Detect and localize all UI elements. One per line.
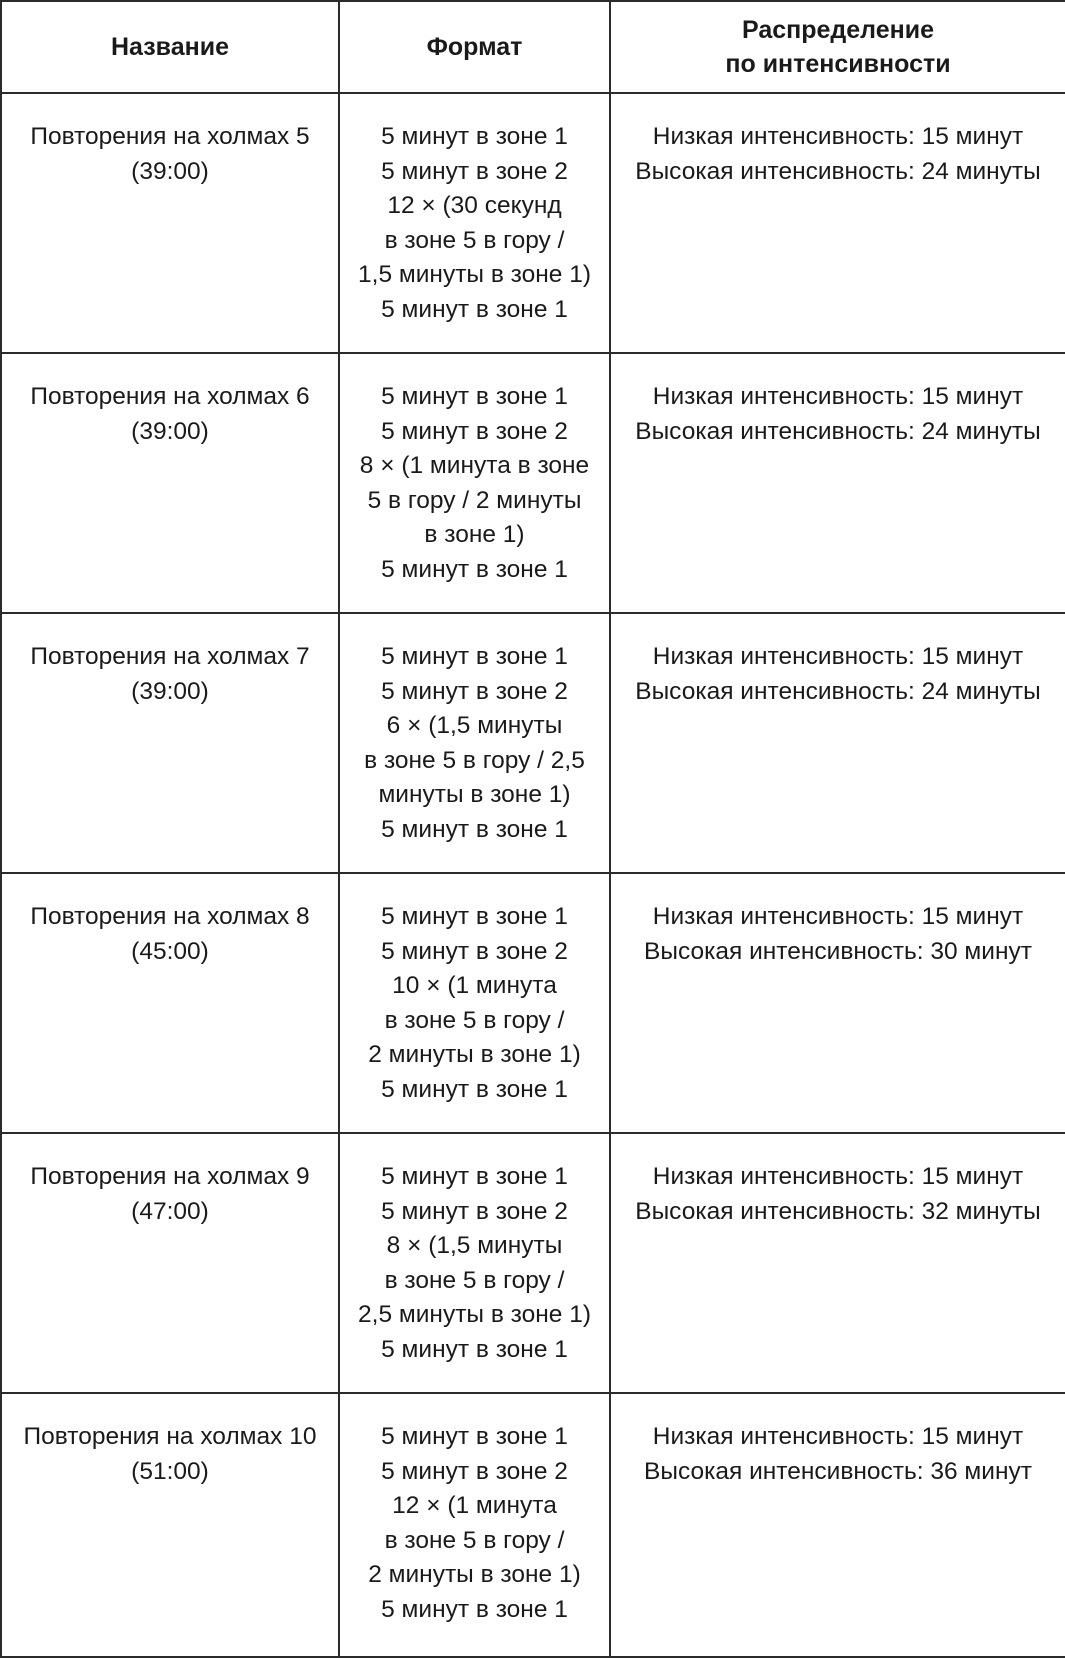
format-line: 2 минуты в зоне 1) (368, 1041, 581, 1068)
cell-name (1, 1393, 339, 1657)
workout-name: Повторения на холмах 7 (30, 643, 310, 670)
format-line: в зоне 5 в гору / (384, 1526, 565, 1554)
high-intensity: Высокая интенсивность: 36 минут (644, 1457, 1032, 1485)
workout-duration: (51:00) (131, 1457, 209, 1485)
format-line: в зоне 1) (424, 521, 525, 548)
high-intensity: Высокая интенсивность: 24 минуты (635, 157, 1041, 185)
table-row (1, 93, 1065, 353)
format-line: 6 × (1,5 минуты (386, 712, 563, 739)
cell-name (1, 873, 339, 1133)
workout-duration: (39:00) (131, 417, 209, 445)
format-line: 5 минут в зоне 1 (381, 903, 568, 930)
cell-name (1, 1133, 339, 1393)
high-intensity: Высокая интенсивность: 32 минуты (635, 1197, 1041, 1225)
format-line: 8 × (1,5 минуты (386, 1232, 563, 1259)
cell-name (1, 613, 339, 873)
workout-name: Повторения на холмах 6 (30, 383, 310, 410)
workout-name: Повторения на холмах 9 (30, 1163, 310, 1190)
table-row (1, 1393, 1065, 1657)
workout-duration: (45:00) (131, 937, 209, 965)
header-distribution-line: по интенсивности (725, 50, 951, 78)
format-line: 12 × (1 минута (392, 1492, 557, 1519)
format-line: минуты в зоне 1) (378, 781, 571, 808)
format-line: 5 в гору / 2 минуты (367, 486, 582, 514)
workout-name: Повторения на холмах 10 (23, 1423, 317, 1450)
cell-format (339, 613, 610, 873)
header-format-label: Формат (426, 33, 523, 61)
format-line: 5 минут в зоне 1 (381, 1423, 568, 1450)
format-line: в зоне 5 в гору / 2,5 (364, 746, 585, 774)
cell-name (1, 353, 339, 613)
header-distribution (610, 1, 1065, 93)
format-line: 5 минут в зоне 2 (381, 1457, 568, 1485)
cell-format (339, 873, 610, 1133)
low-intensity: Низкая интенсивность: 15 минут (652, 383, 1024, 410)
format-line: в зоне 5 в гору / (384, 226, 565, 254)
workout-duration: (39:00) (131, 157, 209, 185)
header-row (1, 1, 1065, 93)
format-line: 5 минут в зоне 1 (381, 1163, 568, 1190)
high-intensity: Высокая интенсивность: 24 минуты (635, 417, 1041, 445)
high-intensity: Высокая интенсивность: 30 минут (644, 937, 1032, 965)
format-line: 5 минут в зоне 1 (381, 383, 568, 410)
workout-name: Повторения на холмах 5 (30, 123, 310, 150)
low-intensity: Низкая интенсивность: 15 минут (652, 643, 1024, 670)
format-line: 5 минут в зоне 2 (381, 937, 568, 965)
low-intensity: Низкая интенсивность: 15 минут (652, 123, 1024, 150)
format-line: 5 минут в зоне 1 (381, 1595, 568, 1623)
format-line: 5 минут в зоне 1 (381, 1335, 568, 1363)
low-intensity: Низкая интенсивность: 15 минут (652, 1163, 1024, 1190)
format-line: в зоне 5 в гору / (384, 1266, 565, 1294)
format-line: 10 × (1 минута (392, 972, 557, 999)
table-row (1, 353, 1065, 613)
cell-distribution (610, 93, 1065, 353)
header-name (1, 1, 339, 93)
format-line: 8 × (1 минута в зоне (359, 452, 590, 479)
format-line: 5 минут в зоне 1 (381, 555, 568, 583)
table-row (1, 613, 1065, 873)
format-line: 1,5 минуты в зоне 1) (358, 261, 591, 288)
format-line: 5 минут в зоне 2 (381, 1197, 568, 1225)
cell-distribution (610, 613, 1065, 873)
format-line: 2,5 минуты в зоне 1) (358, 1301, 591, 1328)
cell-distribution (610, 353, 1065, 613)
table-row (1, 1133, 1065, 1393)
format-line: 5 минут в зоне 1 (381, 815, 568, 843)
table-body (1, 93, 1065, 1657)
cell-format (339, 353, 610, 613)
format-line: 5 минут в зоне 2 (381, 417, 568, 445)
workout-duration: (47:00) (131, 1197, 209, 1225)
high-intensity: Высокая интенсивность: 24 минуты (635, 677, 1041, 705)
cell-name (1, 93, 339, 353)
low-intensity: Низкая интенсивность: 15 минут (652, 903, 1024, 930)
cell-format (339, 1393, 610, 1657)
table-header (1, 1, 1065, 93)
cell-format (339, 1133, 610, 1393)
header-format (339, 1, 610, 93)
format-line: 5 минут в зоне 2 (381, 677, 568, 705)
low-intensity: Низкая интенсивность: 15 минут (652, 1423, 1024, 1450)
workout-name: Повторения на холмах 8 (30, 903, 310, 930)
format-line: 5 минут в зоне 1 (381, 1075, 568, 1103)
format-line: 5 минут в зоне 2 (381, 157, 568, 185)
format-line: 5 минут в зоне 1 (381, 643, 568, 670)
workout-duration: (39:00) (131, 677, 209, 705)
format-line: 2 минуты в зоне 1) (368, 1561, 581, 1588)
cell-distribution (610, 873, 1065, 1133)
format-line: 5 минут в зоне 1 (381, 295, 568, 323)
cell-format (339, 93, 610, 353)
header-distribution-line: Распределение (741, 16, 935, 44)
cell-distribution (610, 1393, 1065, 1657)
format-line: в зоне 5 в гору / (384, 1006, 565, 1034)
cell-distribution (610, 1133, 1065, 1393)
header-name-label: Название (110, 33, 229, 61)
format-line: 12 × (30 секунд (387, 192, 562, 219)
format-line: 5 минут в зоне 1 (381, 123, 568, 150)
table-row (1, 873, 1065, 1133)
